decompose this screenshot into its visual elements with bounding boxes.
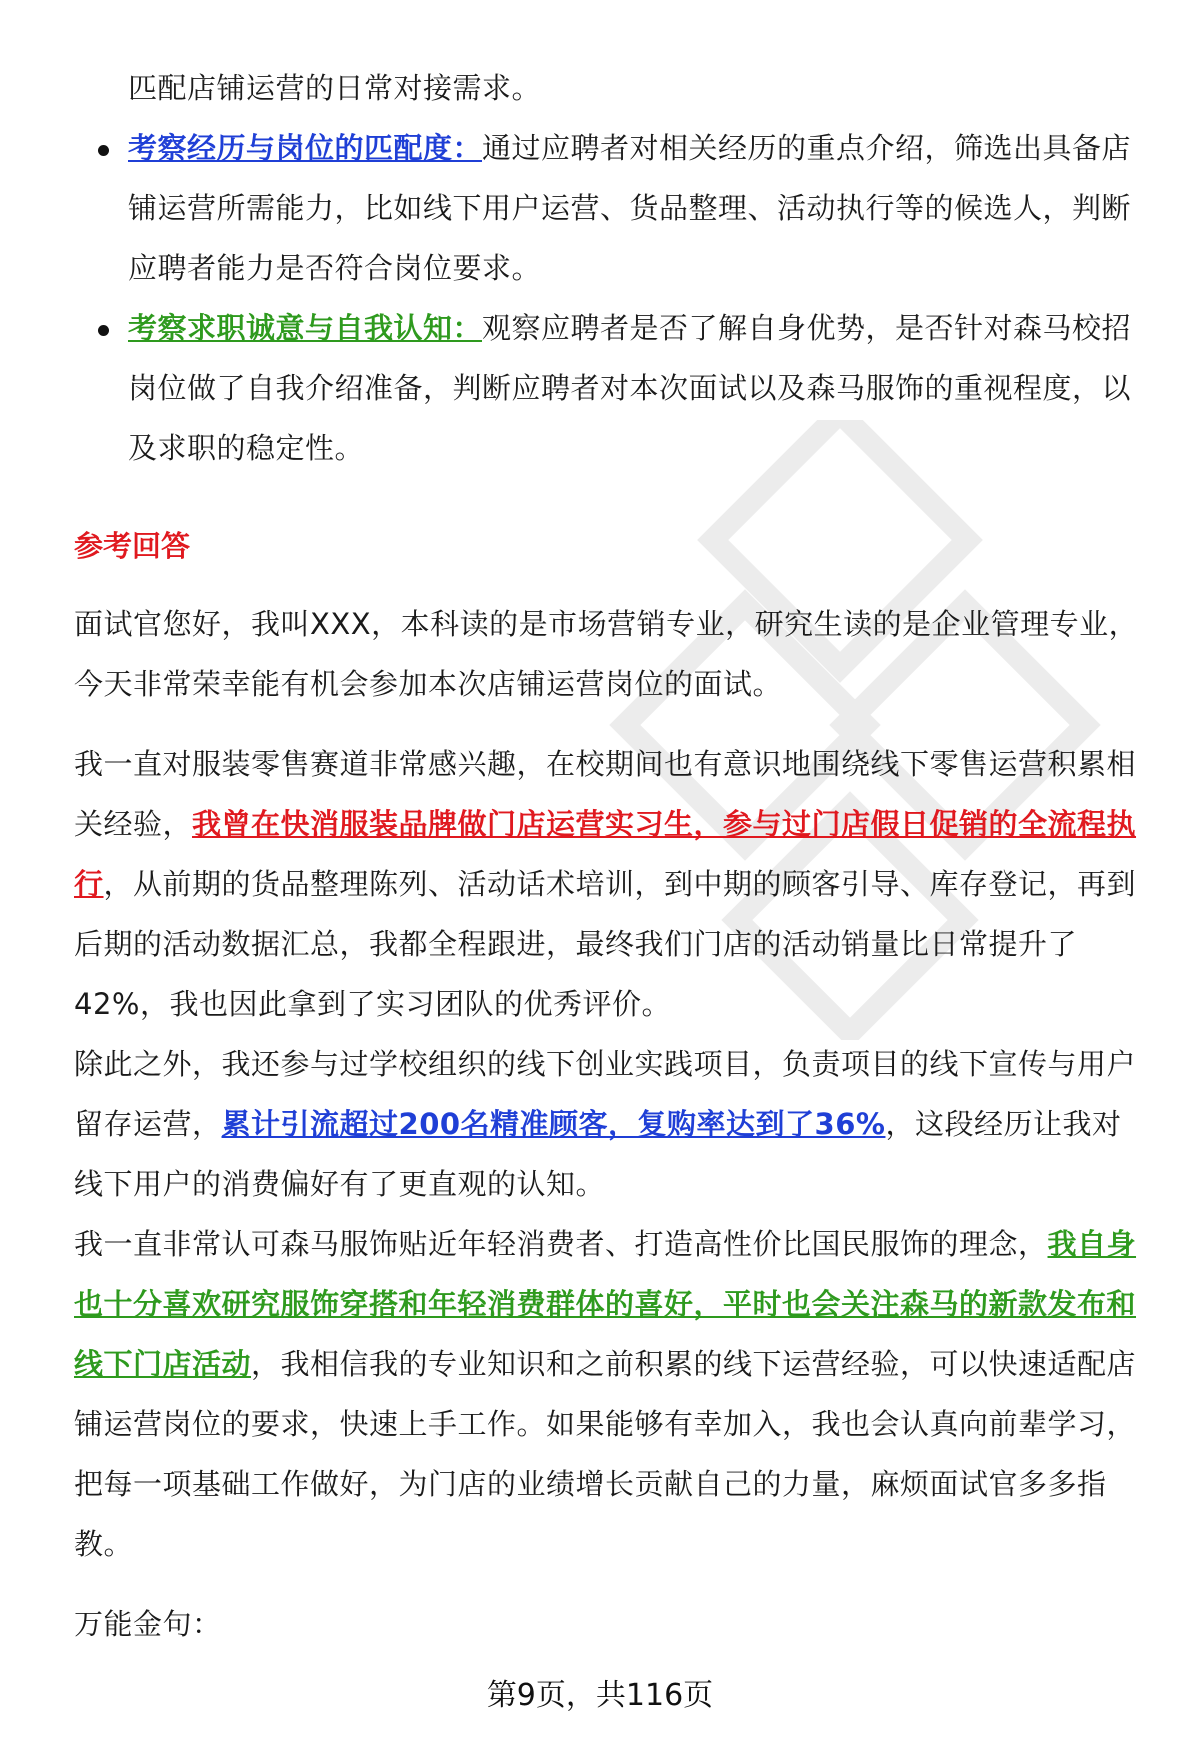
paragraph-4-pre: 我一直非常认可森马服饰贴近年轻消费者、打造高性价比国民服饰的理念， <box>74 1227 1048 1261</box>
paragraph-2-post: ，从前期的货品整理陈列、活动话术培训，到中期的顾客引导、库存登记，再到后期的活动数据汇总，我都全程跟进，最终我们门店的活动销量比日常提升了42%，我也因此拿到了实习团队的优秀评价。 <box>74 867 1137 1021</box>
intro-tail-text: 匹配店铺运营的日常对接需求。 <box>128 71 542 105</box>
point-text-sincerity: 观察应聘者是否了解自身优势，是否针对森马校招岗位做了自我介绍准备，判断应聘者对本次面试以及森马服饰的重视程度，以及求职的稳定性。 <box>128 311 1132 465</box>
point-label-sincerity: 考察求职诚意与自我认知： <box>128 311 483 345</box>
spacer <box>74 714 1150 734</box>
paragraph-4-highlight: 我自身也十分喜欢研究服饰穿搭和年轻消费群体的喜好，平时也会关注森马的新款发布和线下门店活动 <box>74 1227 1137 1381</box>
section-title-reference-answer: 参考回答 <box>74 529 191 563</box>
spacer <box>74 478 1150 498</box>
paragraph-4-post: ，我相信我的专业知识和之前积累的线下运营经验，可以快速适配店铺运营岗位的要求，快速上手工作。如果能够有幸加入，我也会认真向前辈学习，把每一项基础工作做好，为门店的业绩增长贡献自己的力量，麻烦面试官多多指教。 <box>74 1347 1137 1561</box>
bullet-icon <box>98 325 109 336</box>
list-item <box>74 118 1150 298</box>
answer-paragraph-2 <box>74 734 1150 1034</box>
list-item <box>74 298 1150 478</box>
bullet-icon <box>98 145 109 156</box>
point-text-experience: 通过应聘者对相关经历的重点介绍，筛选出具备店铺运营所需能力，比如线下用户运营、货品整理、活动执行等的候选人，判断应聘者能力是否符合岗位要求。 <box>128 131 1132 285</box>
answer-paragraph-3 <box>74 1034 1150 1214</box>
spacer <box>74 1574 1150 1594</box>
evaluation-points-list <box>74 118 1150 478</box>
paragraph-2-pre: 我一直对服装零售赛道非常感兴趣，在校期间也有意识地围绕线下零售运营积累相关经验， <box>74 747 1137 841</box>
answer-paragraph-4 <box>74 1214 1150 1574</box>
closing-text: 万能金句： <box>74 1607 222 1641</box>
page-footer: 第9页，共116页 <box>486 1678 714 1713</box>
point-label-experience: 考察经历与岗位的匹配度： <box>128 131 483 165</box>
paragraph-2-highlight: 我曾在快消服装品牌做门店运营实习生，参与过门店假日促销的全流程执行 <box>74 807 1137 901</box>
paragraph-3-post: ，这段经历让我对线下用户的消费偏好有了更直观的认知。 <box>74 1107 1122 1201</box>
paragraph-3-highlight: 累计引流超过200名精准顾客，复购率达到了36% <box>221 1107 886 1141</box>
answer-paragraph-1: 面试官您好，我叫XXX，本科读的是市场营销专业，研究生读的是企业管理专业，今天非常荣幸能有机会参加本次店铺运营岗位的面试。 <box>74 607 1139 701</box>
paragraph-3-pre: 除此之外，我还参与过学校组织的线下创业实践项目，负责项目的线下宣传与用户留存运营， <box>74 1047 1137 1141</box>
document-content <box>74 58 1150 1654</box>
